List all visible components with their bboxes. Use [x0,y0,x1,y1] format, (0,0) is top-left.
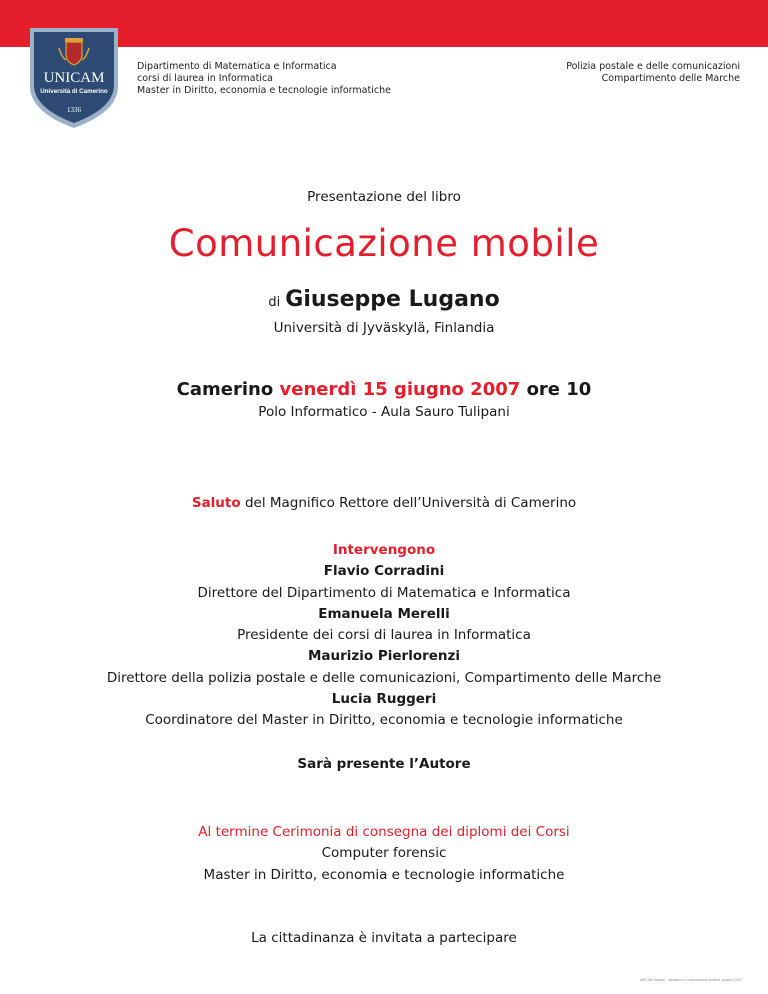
author-present-note: Sarà presente l’Autore [297,756,471,772]
saluto [0,495,768,511]
header-left-line: corsi di laurea in Informatica [137,73,273,84]
saluto-label: Saluto [191,495,241,511]
speaker-role: Coordinatore del Master in Diritto, economia e tecnologie informatiche [145,712,623,729]
speaker-role: Presidente dei corsi di laurea in Informatica [237,627,531,644]
speaker-name: Maurizio Pierlorenzi [307,648,461,665]
ceremony-course: Computer forensic [321,845,447,862]
speaker-name: Flavio Corradini [323,563,445,580]
author-affiliation: Università di Jyväskylä, Finlandia [273,320,495,336]
header-left-line: Dipartimento di Matematica e Informatica [137,61,337,72]
intervengono-heading: Intervengono [332,542,436,558]
speaker-name: Lucia Ruggeri [331,691,437,708]
header-left [137,61,391,97]
event-location: Polo Informatico - Aula Sauro Tulipani [258,404,510,420]
logo-name: UNICAM [43,70,105,86]
book-title: Comunicazione mobile [168,222,600,265]
header-right-line: Compartimento delle Marche [601,73,740,84]
header-left-line: Master in Diritto, economia e tecnologie informatiche [137,85,391,96]
logo-subtitle: Università di Camerino [40,88,108,95]
unicam-shield-logo [26,26,122,130]
event-time: ore 10 [526,379,592,400]
author-name: Giuseppe Lugano [285,287,500,312]
speaker-name: Emanuela Merelli [318,605,450,622]
speakers-list [0,540,768,732]
speaker-role: Direttore del Dipartimento di Matematica e Informatica [197,584,571,601]
ceremony-heading: Al termine Cerimonia di consegna dei diplomi dei Corsi [198,824,570,840]
header-right [566,61,740,85]
ceremony-course: Master in Diritto, economia e tecnologie informatiche [203,866,565,883]
header-right-line: Polizia postale e delle comunicazioni [566,61,740,72]
closing-ceremony [0,822,768,886]
byline-prefix: di [268,295,281,310]
event-city: Camerino [176,379,274,400]
event-date: venerdì 15 giugno 2007 [279,379,521,400]
invitation-text: La cittadinanza è invitata a partecipare [251,930,517,946]
event-when [0,379,768,400]
logo-year: 1336 [67,106,81,114]
speaker-role: Direttore della polizia postale e delle comunicazioni, Compartimento delle Marche [106,669,662,686]
saluto-text: del Magnifico Rettore dell’Università di Camerino [244,495,577,511]
intro-text: Presentazione del libro [307,189,461,205]
footer-credit: UNICAM Revisio · ideazione e realizzazione grafica, giugno 2007 [639,978,742,982]
byline [0,287,768,312]
